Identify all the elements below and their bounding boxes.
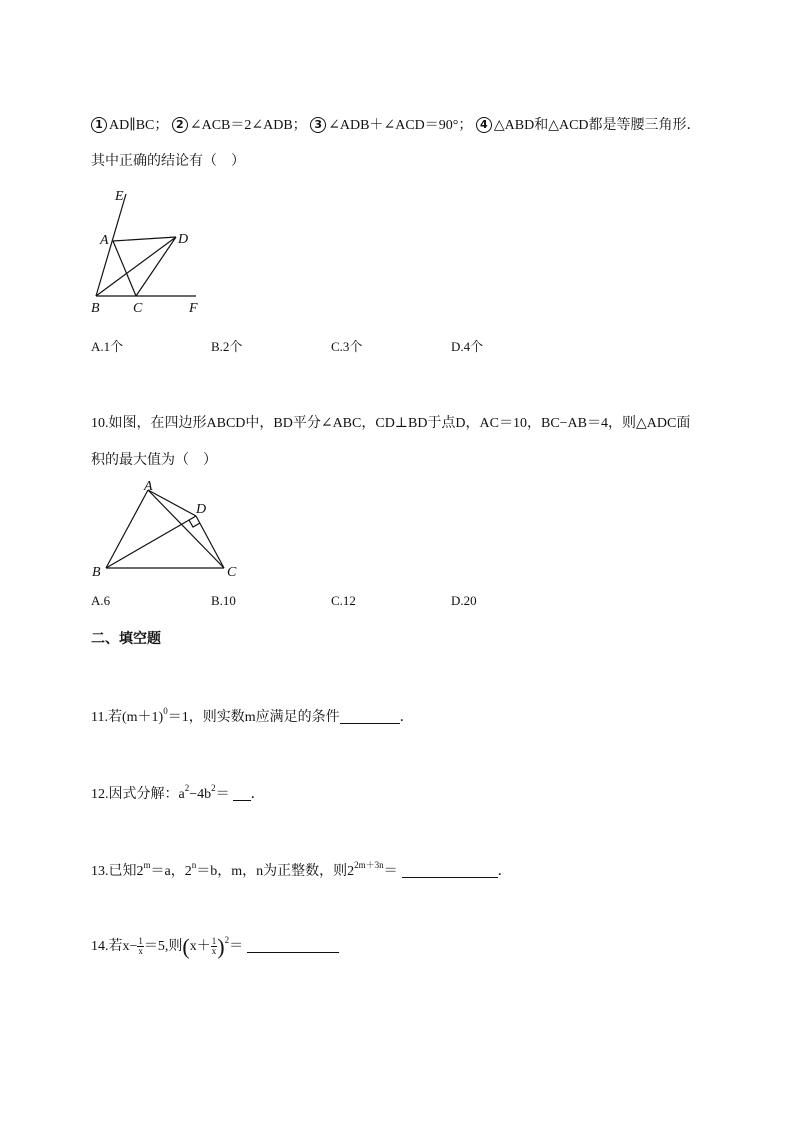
label-B: B	[91, 301, 100, 316]
q10-figure	[88, 476, 248, 586]
label-F: F	[189, 301, 198, 316]
q14-answer-blank[interactable]	[247, 938, 339, 953]
q12-exp1: 2	[184, 783, 190, 793]
q12	[91, 783, 265, 803]
label-E: E	[115, 189, 124, 204]
q14-text-mid: ＝5,则	[143, 939, 183, 954]
q10-prompt-line2: 积的最大值为（ ）	[91, 453, 217, 468]
statement-4: △ABD和△ACD都是等腰三角形．	[493, 118, 701, 133]
q12-answer-blank[interactable]	[233, 786, 251, 801]
q11-exponent: 0	[163, 706, 168, 716]
q13-text-mid2: ＝b，m，n为正整数，则2	[196, 864, 355, 879]
q14-exponent: 2	[224, 935, 230, 945]
q9-option-b[interactable]: B.2个	[211, 339, 243, 354]
q10-option-d[interactable]: D.20	[451, 593, 477, 608]
label-D: D	[178, 232, 189, 247]
statement-2: ∠ACB＝2∠ADB；	[189, 118, 307, 133]
q12-exp2: 2	[211, 783, 216, 793]
q13-text-post: ＝	[383, 864, 398, 879]
q9-statements	[91, 114, 701, 134]
circled-number-3: 3	[310, 117, 326, 133]
q13	[91, 860, 512, 880]
label-C: C	[227, 565, 237, 580]
q13-exp1: m	[143, 860, 151, 870]
q9-option-c[interactable]: C.3个	[331, 339, 363, 354]
q11-end: ．	[399, 710, 414, 725]
circled-number-2: 2	[172, 117, 188, 133]
q12-end: ．	[250, 787, 265, 802]
statement-1: AD∥BC；	[109, 118, 169, 133]
q11-text-post: ＝1，则实数m应满足的条件	[167, 710, 340, 725]
q10-prompt-line1: 10.如图，在四边形ABCD中，BD平分∠ABC，CD⊥BD于点D，AC＝10，BC−AB＝4，则△ADC面	[91, 416, 691, 431]
q11-text-pre: 11.若(m＋1)	[91, 710, 164, 725]
label-B: B	[92, 565, 101, 580]
q9-prompt: 其中正确的结论有（ ）	[91, 154, 245, 169]
q13-exp3: 2m＋3n	[354, 860, 384, 870]
q14-fraction-1: $\frac{1}{x}$	[138, 936, 143, 957]
q12-text-mid: −4b	[189, 787, 212, 802]
label-D: D	[196, 502, 207, 517]
q14: 14.若x− $\frac{1}{x}$ ＝5,则(x＋ $\frac{1}{x}$ )$^2$＝	[91, 934, 339, 960]
q11-answer-blank[interactable]	[340, 709, 400, 724]
q10-option-b[interactable]: B.10	[211, 593, 236, 608]
q13-text-mid1: ＝a，2	[150, 864, 192, 879]
q11	[91, 706, 414, 726]
q9-figure	[88, 186, 228, 316]
q14-text-post: ＝	[229, 939, 244, 954]
label-A: A	[100, 233, 109, 248]
section-title: 二、填空题	[91, 631, 161, 647]
circled-number-4: 4	[476, 117, 492, 133]
statement-3: ∠ADB＋∠ACD＝90°；	[328, 118, 473, 133]
circled-number-1: 1	[91, 117, 107, 133]
q9-option-a[interactable]: A.1个	[91, 339, 124, 354]
q9-option-d[interactable]: D.4个	[451, 339, 484, 354]
q12-text-pre: 12.因式分解：a	[91, 787, 185, 802]
q13-text-pre: 13.已知2	[91, 864, 144, 879]
label-C: C	[133, 301, 143, 316]
q12-text-post: ＝	[215, 787, 230, 802]
q13-end: ．	[497, 864, 512, 879]
q14-text-pre: 14.若x−	[91, 939, 138, 954]
q14-fraction-2: $\frac{1}{x}$	[211, 936, 217, 957]
q13-answer-blank[interactable]	[402, 863, 498, 878]
q10-option-c[interactable]: C.12	[331, 593, 356, 608]
q13-exp2: n	[191, 860, 197, 870]
label-A: A	[144, 479, 153, 494]
q10-option-a[interactable]: A.6	[91, 593, 111, 608]
